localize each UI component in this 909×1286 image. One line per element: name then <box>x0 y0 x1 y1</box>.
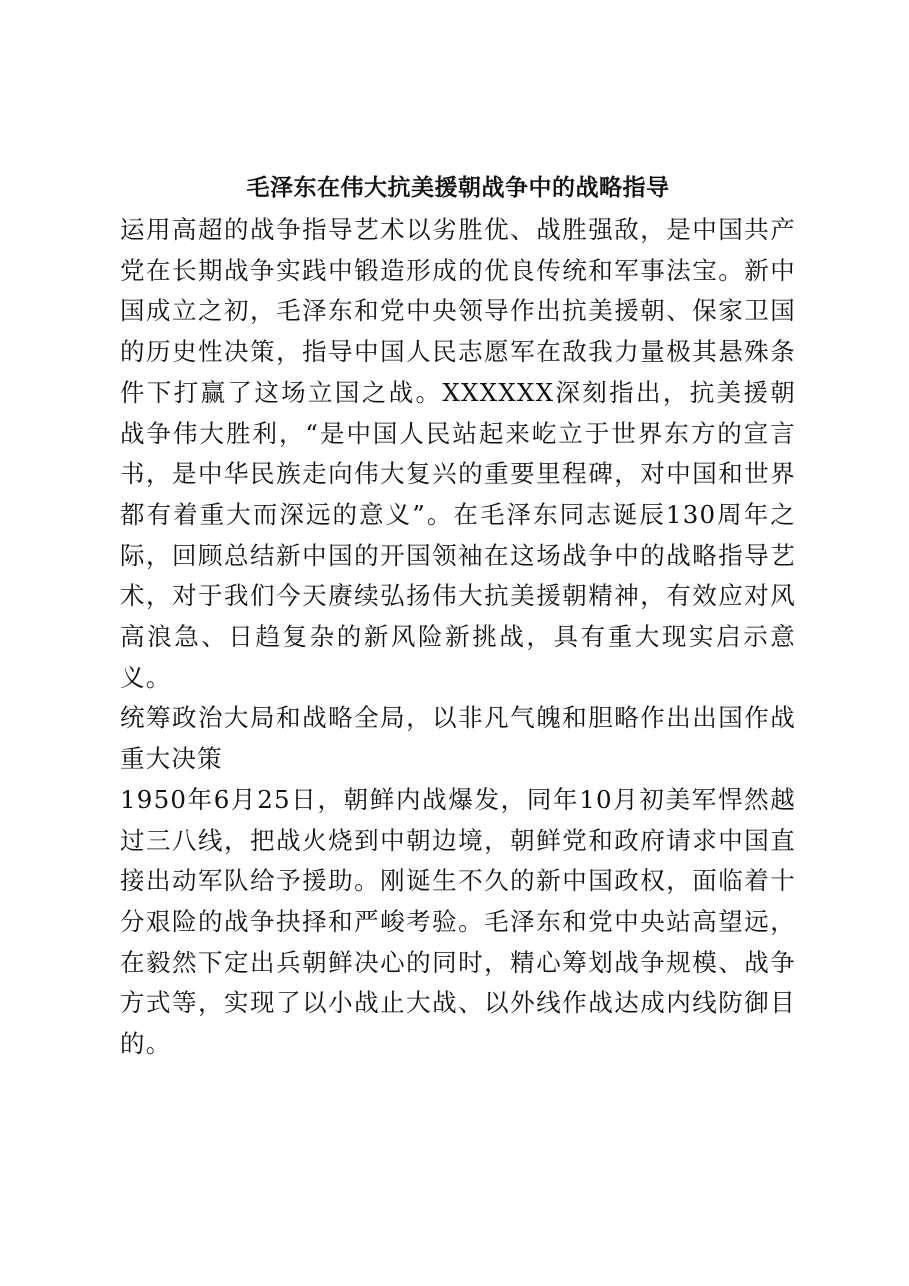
document-body <box>120 166 796 1065</box>
document-title: 毛泽东在伟大抗美援朝战争中的战略指导 <box>246 174 670 201</box>
intro-paragraph: 运用高超的战争指导艺术以劣胜优、战胜强敌，是中国共产党在长期战争实践中锻造形成的优良传统和军事法宝。新中国成立之初，毛泽东和党中央领导作出抗美援朝、保家卫国的历史性决策，指导中国人民志愿军在敌我力量极其悬殊条件下打赢了这场立国之战。XXXXXX深刻指出，抗美援朝战争伟大胜利，“是中国人民站起来屹立于世界东方的宣言书，是中华民族走向伟大复兴的重要里程碑，对中国和世界都有着重大而深远的意义”。在毛泽东同志诞辰130周年之际，回顾总结新中国的开国领袖在这场战争中的战略指导艺术，对于我们今天赓续弘扬伟大抗美援朝精神，有效应对风高浪急、日趋复杂的新风险新挑战，具有重大现实启示意义。 <box>120 215 796 692</box>
section-paragraph: 1950年6月25日，朝鲜内战爆发，同年10月初美军悍然越过三八线，把战火烧到中朝边境，朝鲜党和政府请求中国直接出动军队给予援助。刚诞生不久的新中国政权，面临着十分艰险的战争抉择和严峻考验。毛泽东和党中央站高望远，在毅然下定出兵朝鲜决心的同时，精心筹划战争规模、战争方式等，实现了以小战止大战、以外线作战达成内线防御目的。 <box>120 784 796 1059</box>
section-heading: 统筹政治大局和战略全局，以非凡气魄和胆略作出出国作战重大决策 <box>120 703 796 774</box>
